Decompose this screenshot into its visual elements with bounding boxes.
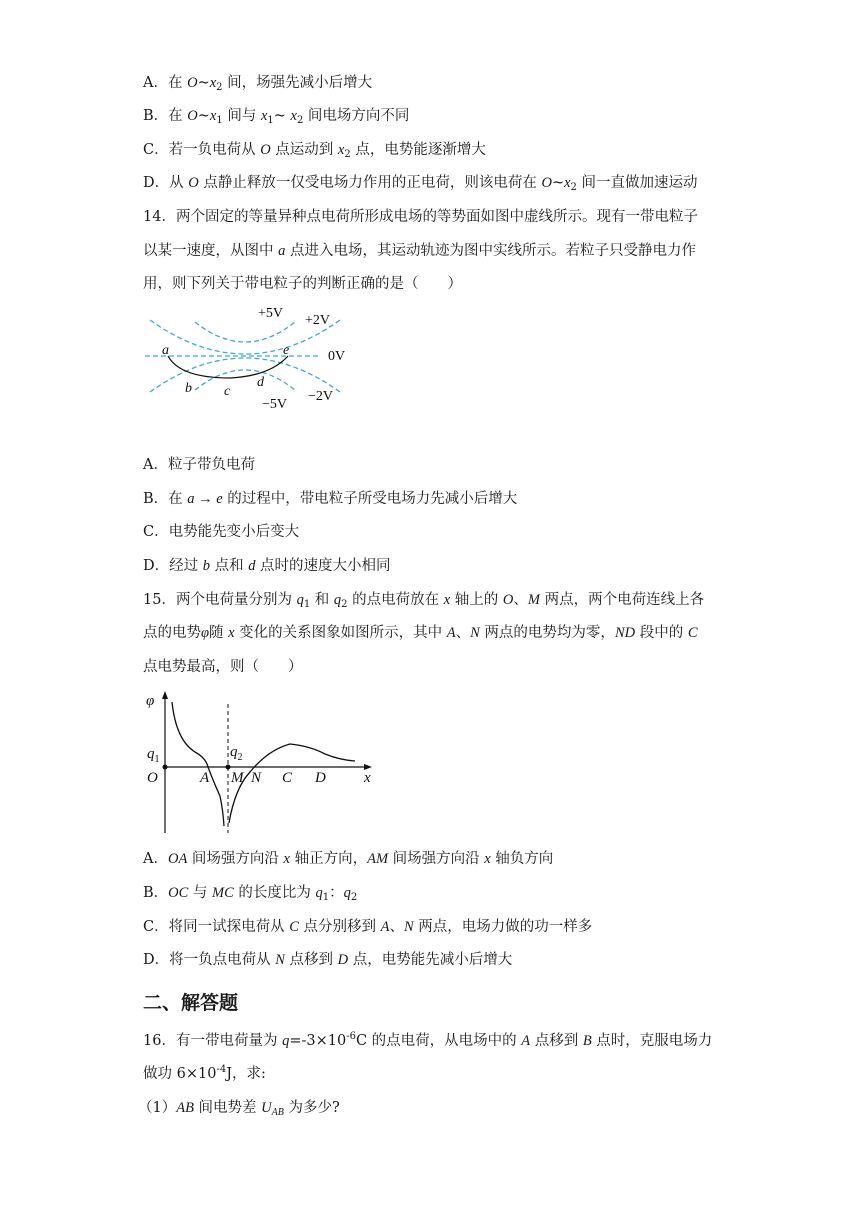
q15-option-d: D．将一负点电荷从 N 点移到 D 点，电势能先减小后增大 xyxy=(143,952,513,968)
q14-option-b: B．在 a → e 的过程中，带电粒子所受电场力先减小后增大 xyxy=(143,491,518,507)
label-x: x xyxy=(364,770,371,786)
label-N: N xyxy=(251,770,262,786)
phi-axis-arrow xyxy=(162,691,168,699)
q14-stem-line1: 14．两个固定的等量异种点电荷所形成电场的等势面如图中虚线所示。现有一带电粒子 xyxy=(143,209,698,225)
label-minus2: −2V xyxy=(308,389,334,404)
q16-subquestion-1: （1）AB 间电势差 $U_{AB}$ 为多少? xyxy=(138,1100,340,1118)
q14-option-a: A．粒子带负电荷 xyxy=(143,457,255,473)
label-plus2: +2V xyxy=(305,313,331,328)
charge-q1-dot xyxy=(163,765,168,770)
q14-option-d: D．经过 b 点和 d 点时的速度大小相同 xyxy=(143,558,391,574)
q15-stem-line1: 15．两个电荷量分别为 $q_1$ 和 $q_2$ 的点电荷放在 x 轴上的 O、M 两点，两个电荷连线上各 xyxy=(143,592,705,610)
label-A: A xyxy=(200,770,210,786)
q13-option-c: C．若一负电荷从 O 点运动到 $x_2$ 点，电势能逐渐增大 xyxy=(143,142,486,160)
label-e: e xyxy=(283,343,290,358)
label-d: d xyxy=(257,375,264,390)
label-C: C xyxy=(282,770,293,786)
label-q1: $q_1$ xyxy=(147,746,160,765)
q14-stem-line3: 用，则下列关于带电粒子的判断正确的是（ ） xyxy=(143,276,462,292)
q14-option-c: C．电势能先变小后变大 xyxy=(143,524,300,540)
q13-option-d: D．从 O 点静止释放一仅受电场力作用的正电荷，则该电荷在 $O\sim x_2$ 间一直做加速运动 xyxy=(143,175,698,193)
q13-option-b: B．在 $O\sim x_1$ 间与 $x_1\sim$ $x_2$ 间电场方向不同 xyxy=(143,108,410,126)
label-c: c xyxy=(224,384,231,399)
label-O: O xyxy=(147,770,158,786)
q16-stem-line1: 16．有一带电荷量为 $q=-3\times 10^{-6}C$ 的点电荷，从电场中的 A 点移到 B 点时，克服电场力 xyxy=(143,1031,713,1049)
q14-stem-line2: 以某一速度，从图中 a 点进入电场，其运动轨迹为图中实线所示。若粒子只受静电力作 xyxy=(143,243,696,259)
q15-option-b: B．OC 与 MC 的长度比为 $q_1$：$q_2$ xyxy=(143,885,358,903)
q15-option-c: C．将同一试探电荷从 C 点分别移到 A、N 两点，电场力做的功一样多 xyxy=(143,919,593,935)
q15-stem-line3: 点电势最高，则（ ） xyxy=(143,659,303,675)
label-q2: $q_2$ xyxy=(230,744,243,763)
potential-curve-left xyxy=(172,702,224,826)
label-b: b xyxy=(185,381,192,396)
q14-equipotential-figure xyxy=(140,300,370,415)
equipotential-plus5 xyxy=(195,322,295,342)
label-zero: 0V xyxy=(328,349,346,364)
q15-potential-graph xyxy=(140,688,380,836)
label-minus5: −5V xyxy=(262,397,288,412)
equipotential-minus5 xyxy=(195,370,295,390)
label-a: a xyxy=(162,343,169,358)
label-plus5: +5V xyxy=(258,306,284,321)
q15-stem-line2: 点的电势φ随 x 变化的关系图象如图所示，其中 A、N 两点的电势均为零，ND 段中的 C xyxy=(143,625,698,641)
label-phi: φ xyxy=(146,693,155,709)
equipotential-minus2 xyxy=(150,358,340,392)
charge-q2-dot xyxy=(226,765,231,770)
q13-option-a: A．在 $O\sim x_2$ 间，场强先减小后增大 xyxy=(143,75,373,93)
q16-stem-line2: 做功 $6\times 10^{-4}J$，求: xyxy=(143,1064,266,1082)
q15-option-a: A．OA 间场强方向沿 x 轴正方向，AM 间场强方向沿 x 轴负方向 xyxy=(143,851,554,867)
section-heading: 二、解答题 xyxy=(143,992,239,1014)
label-D: D xyxy=(315,770,326,786)
label-M: M xyxy=(231,770,244,786)
